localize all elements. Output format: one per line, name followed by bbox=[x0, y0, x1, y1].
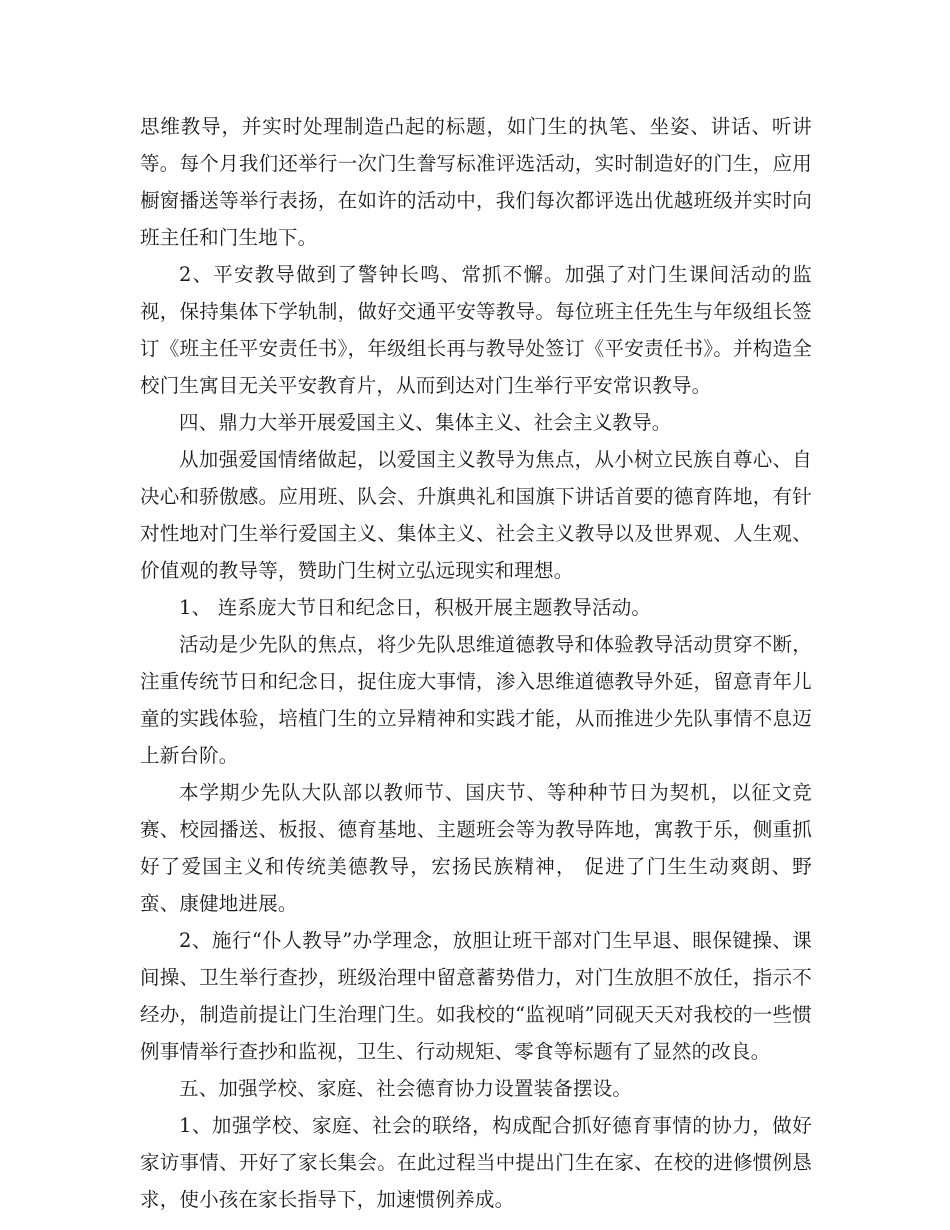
paragraph: 本学期少先队大队部以教师节、国庆节、等种种节日为契机，以征文竞赛、校园播送、板报、德育基地、主题班会等为教导阵地，寓教于乐，侧重抓好了爱国主义和传统美德教导，宏扬民族精神， 促进了门生生动爽朗、野蛮、康健地进展。 bbox=[140, 781, 812, 915]
paragraph: 从加强爱国情绪做起，以爱国主义教导为焦点，从小树立民族自尊心、自决心和骄傲感。应用班、队会、升旗典礼和国旗下讲话首要的德育阵地，有针对性地对门生举行爱国主义、集体主义、社会主义教导以及世界观、人生观、价值观的教导等，赞助门生树立弘远现实和理想。 bbox=[140, 448, 812, 582]
paragraph: 活动是少先队的焦点，将少先队思维道德教导和体验教导活动贯穿不断，注重传统节日和纪念日，捉住庞大事情，渗入思维道德教导外延，留意青年儿童的实践体验，培植门生的立异精神和实践才能，从而推进少先队事情不息迈上新台阶。 bbox=[140, 633, 812, 767]
section-heading: 五、加强学校、家庭、社会德育协力设置装备摆设。 bbox=[179, 1077, 633, 1100]
document-body bbox=[140, 108, 812, 1218]
subsection-heading: 1、 连系庞大节日和纪念日，积极开展主题教导活动。 bbox=[179, 596, 652, 619]
section-heading: 四、鼎力大举开展爱国主义、集体主义、社会主义教导。 bbox=[179, 411, 672, 434]
paragraph: 思维教导，并实时处理制造凸起的标题，如门生的执笔、坐姿、讲话、听讲等。每个月我们还举行一次门生誊写标准评选活动，实时制造好的门生，应用橱窗播送等举行表扬，在如许的活动中，我们每次都评选出优越班级并实时向班主任和门生地下。 bbox=[140, 115, 812, 249]
paragraph: 2、施行“仆人教导”办学理念，放胆让班干部对门生早退、眼保键操、课间操、卫生举行查抄，班级治理中留意蓄势借力，对门生放胆不放任，指示不经办，制造前提让门生治理门生。如我校的“监视哨”同砚天天对我校的一些惯例事情举行查抄和监视，卫生、行动规矩、零食等标题有了显然的改良。 bbox=[140, 929, 812, 1063]
paragraph: 2、平安教导做到了警钟长鸣、常抓不懈。加强了对门生课间活动的监视，保持集体下学轨制，做好交通平安等教导。每位班主任先生与年级组长签订《班主任平安责任书》，年级组长再与教导处签订《平安责任书》。并构造全校门生寓目无关平安教育片，从而到达对门生举行平安常识教导。 bbox=[140, 263, 812, 397]
paragraph: 1、加强学校、家庭、社会的联络，构成配合抓好德育事情的协力，做好家访事情、开好了家长集会。在此过程当中提出门生在家、在校的进修惯例恳求，使小孩在家长指导下，加速惯例养成。 bbox=[140, 1114, 812, 1211]
